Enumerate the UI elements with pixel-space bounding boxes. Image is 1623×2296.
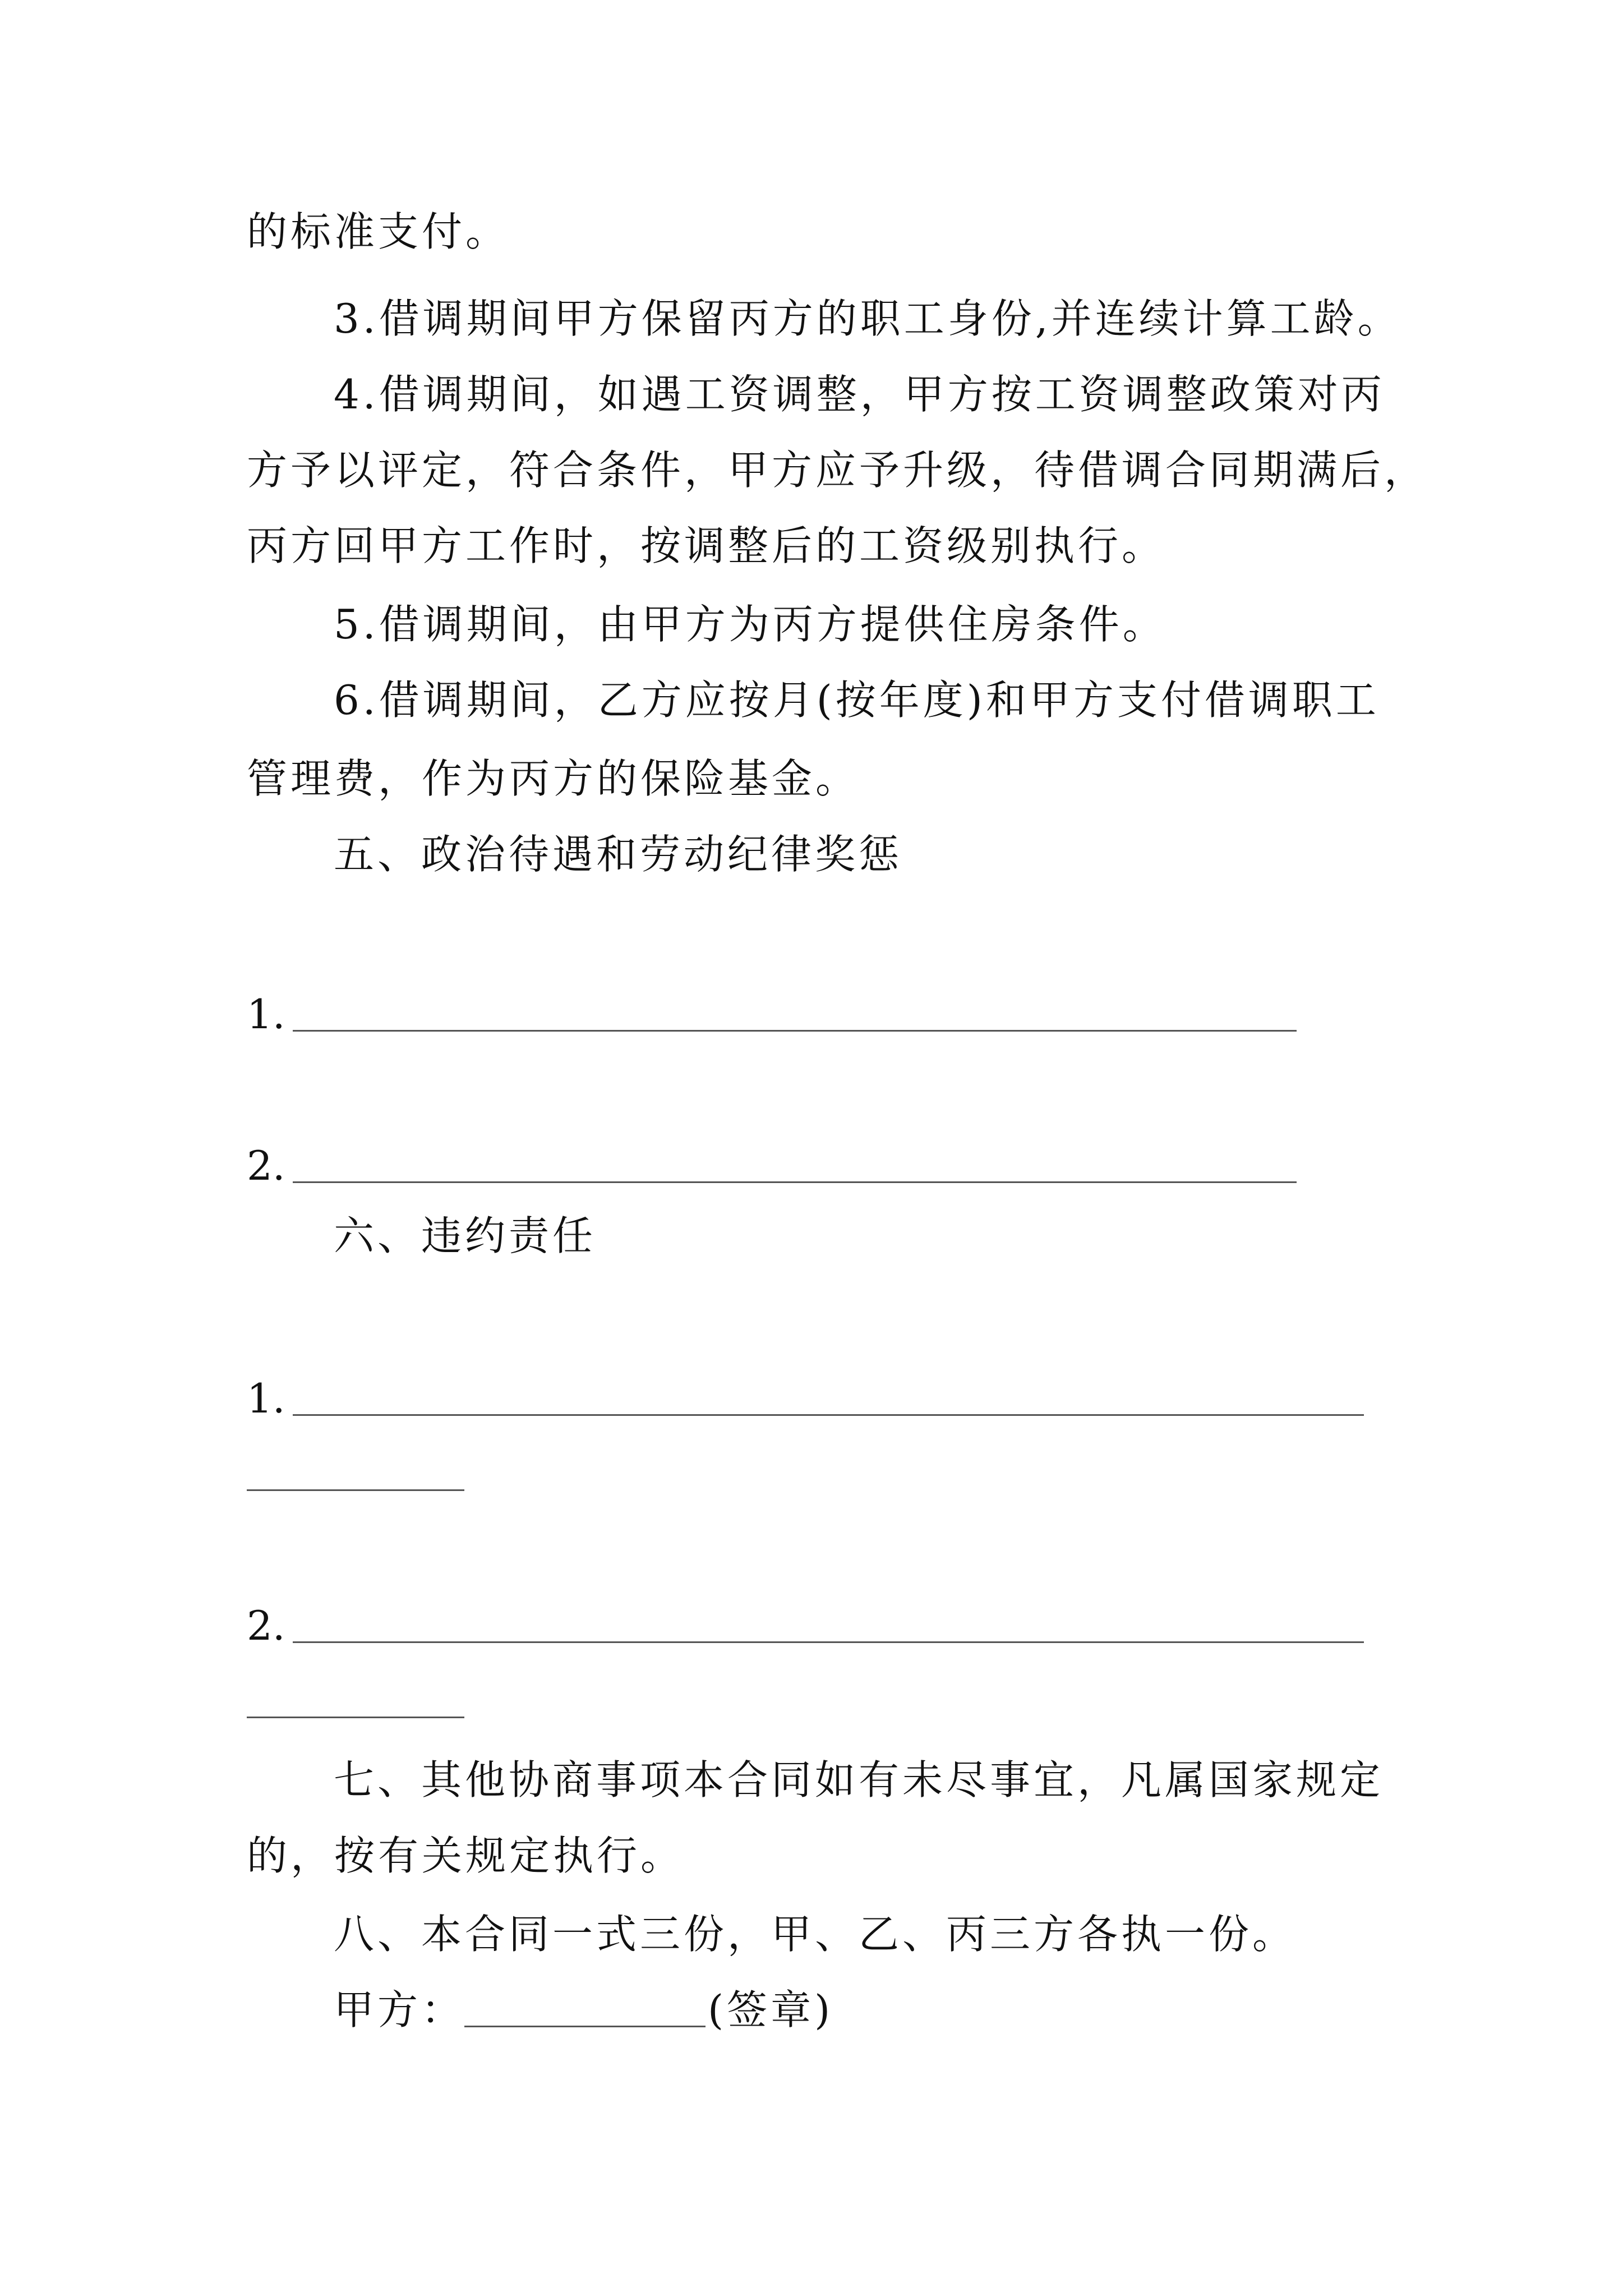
section-heading: 五、政治待遇和劳动纪律奖惩 [334,831,903,878]
fill-in-blank-continuation [247,1489,464,1491]
paragraph-line: 3.借调期间甲方保留丙方的职工身份,并连续计算工龄。 [334,295,1401,342]
list-item-number: 2. [247,1142,285,1189]
paragraph-line: 七、其他协商事项本合同如有未尽事宜，凡属国家规定 [334,1756,1384,1803]
paragraph-line: 方予以评定，符合条件，甲方应予升级，待借调合同期满后， [247,447,1428,494]
section-heading: 六、违约责任 [334,1212,597,1259]
list-item-number: 2. [247,1602,285,1649]
list-item-number: 1. [247,991,285,1038]
fill-in-blank [293,1414,1364,1416]
signature-blank [464,2026,706,2027]
paragraph-line: 的，按有关规定执行。 [247,1832,685,1879]
signature-suffix: (签章) [708,1986,834,2033]
paragraph-line: 4.借调期间，如遇工资调整，甲方按工资调整政策对丙 [334,371,1385,418]
paragraph-line: 管理费，作为丙方的保险基金。 [247,755,860,802]
signature-label: 甲方： [334,1986,465,2033]
list-item-number: 1. [247,1375,285,1422]
paragraph-line: 6.借调期间，乙方应按月(按年度)和甲方支付借调职工 [334,677,1380,724]
paragraph-line: 的标准支付。 [247,208,510,255]
fill-in-blank [293,1030,1297,1032]
fill-in-blank [293,1641,1364,1643]
fill-in-blank-continuation [247,1717,464,1718]
paragraph-line: 八、本合同一式三份，甲、乙、丙三方各执一份。 [334,1911,1297,1958]
fill-in-blank [293,1181,1297,1183]
paragraph-line: 丙方回甲方工作时，按调整后的工资级别执行。 [247,522,1166,569]
paragraph-line: 5.借调期间，由甲方为丙方提供住房条件。 [334,601,1166,648]
